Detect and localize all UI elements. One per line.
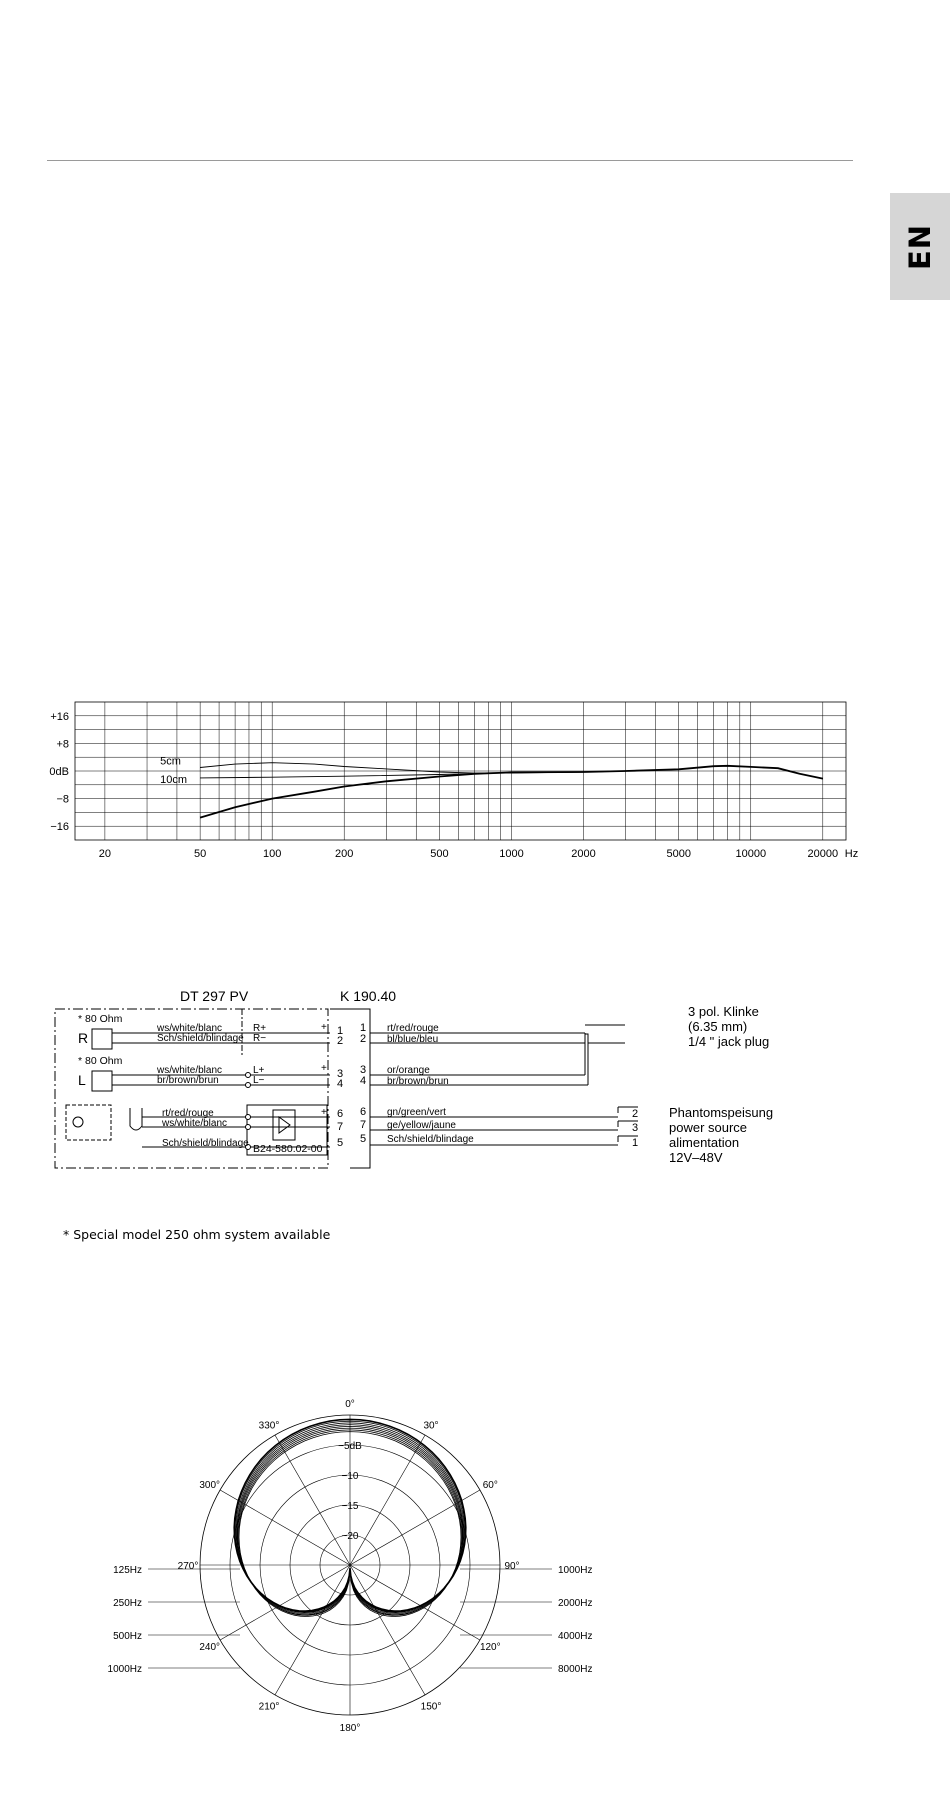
shield-loop [130, 1108, 142, 1130]
wiring-diagram [40, 980, 800, 1180]
phantom-label-line2: power source [669, 1120, 748, 1135]
polar-angle-label: 120° [479, 1642, 501, 1653]
pin-3: 3 [337, 1068, 344, 1080]
polar-freq-label-left: 1000Hz [107, 1664, 142, 1675]
header-rule [47, 160, 853, 161]
pin-1: 1 [337, 1025, 344, 1037]
jack-label-line1: 3 pol. Klinke [688, 1004, 759, 1019]
y-tick-label: 0dB [49, 766, 69, 778]
y-tick-label: −8 [56, 793, 69, 806]
pin-7-right: 7 [360, 1119, 367, 1131]
amplifier-icon [279, 1117, 290, 1133]
ohm-l-label: * 80 Ohm [78, 1055, 123, 1067]
amplifier-part-label: B24-580.02-00 [253, 1143, 323, 1155]
plus-mark-l: + [321, 1063, 327, 1074]
polar-angle-label: 150° [420, 1701, 442, 1713]
polar-angle-label: 30° [423, 1420, 439, 1432]
x-tick-label: 50 [194, 848, 207, 860]
jack-label-line2: (6.35 mm) [688, 1019, 748, 1034]
polar-angle-label: 0° [345, 1399, 355, 1410]
wire-right-green: gn/green/vert [387, 1107, 446, 1118]
pin-7: 7 [337, 1121, 344, 1133]
polar-angle-label: 300° [199, 1480, 221, 1491]
mic-model-label: K 190.40 [340, 988, 397, 1004]
wire-junction [246, 1073, 251, 1078]
amplifier-box [273, 1110, 295, 1140]
polar-freq-label-right: 1000Hz [558, 1565, 593, 1576]
wire-right-yellow: ge/yellow/jaune [387, 1120, 456, 1131]
x-tick-label: 20 [98, 848, 112, 860]
y-tick-label: +8 [56, 738, 69, 751]
polar-freq-label-left: 250Hz [113, 1598, 142, 1609]
phantom-label-line4: 12V–48V [669, 1150, 723, 1165]
wire-right-shield: Sch/shield/blindage [387, 1134, 474, 1145]
pin-6-right: 6 [360, 1106, 367, 1118]
wire-junction [246, 1115, 251, 1120]
polar-ring-label: −5dB [338, 1441, 362, 1452]
wire-label-r-plus: ws/white/blanc [157, 1023, 223, 1034]
wire-right-red: rt/red/rouge [387, 1023, 439, 1034]
wire-label-mic-shield: Sch/shield/blindage [162, 1138, 249, 1149]
polar-freq-label-right: 2000Hz [558, 1598, 593, 1609]
polar-ring-label: −10 [341, 1471, 359, 1482]
polar-ring-label: −20 [341, 1531, 359, 1542]
polar-angle-label: 210° [258, 1701, 280, 1713]
x-tick-label: 500 [430, 848, 449, 860]
pin-4-right: 4 [360, 1075, 367, 1087]
headphone-model-label: DT 297 PV [180, 988, 249, 1004]
x-tick-label: 20000 [807, 848, 839, 860]
pin-1-right: 1 [360, 1022, 367, 1034]
wire-label-r-minus: Sch/shield/blindage [157, 1033, 244, 1044]
polar-angle-label: 60° [482, 1480, 498, 1491]
pin-6: 6 [337, 1108, 344, 1120]
series-lines [160, 756, 823, 818]
polar-freq-label-right: 8000Hz [558, 1664, 593, 1675]
x-tick-label: 10000 [735, 848, 767, 860]
polar-angle-label: 240° [199, 1642, 221, 1653]
wire-right-orange: or/orange [387, 1065, 430, 1076]
xlr-pin-3: 3 [632, 1122, 639, 1134]
wire-right-brown: br/brown/brun [387, 1076, 449, 1087]
polar-ring-label: −15 [341, 1501, 359, 1512]
pin-2: 2 [337, 1035, 344, 1047]
xlr-pin-2: 2 [632, 1108, 639, 1120]
language-tab-label: EN [903, 223, 937, 270]
wire-junction [246, 1125, 251, 1130]
pin-l-plus: L+ [253, 1065, 265, 1076]
jack-plug-icon [585, 1025, 625, 1043]
phantom-label-line3: alimentation [669, 1135, 740, 1150]
x-tick-label: 100 [262, 848, 282, 860]
driver-l [92, 1071, 112, 1091]
polar-freq-label-right: 4000Hz [558, 1631, 593, 1642]
driver-r [92, 1029, 112, 1049]
language-tab[interactable] [890, 193, 950, 300]
polar-angle-label: 270° [177, 1561, 199, 1572]
wire-junction [246, 1083, 251, 1088]
polar-pattern-diagram [90, 1340, 610, 1734]
x-tick-labels [99, 848, 838, 860]
polar-spoke [350, 1565, 425, 1695]
jack-label-line3: 1/4 " jack plug [688, 1034, 770, 1049]
x-tick-label: 200 [335, 848, 354, 860]
x-unit-label: Hz [844, 848, 859, 860]
wire-label-mic-white: ws/white/blanc [162, 1118, 228, 1129]
pin-r-minus: R− [253, 1033, 267, 1044]
pin-r-plus: R+ [253, 1023, 267, 1034]
y-tick-label: +16 [50, 710, 69, 723]
pin-5: 5 [337, 1137, 344, 1149]
pin-3-right: 3 [360, 1064, 367, 1076]
channel-l-label: L [78, 1072, 86, 1088]
polar-angle-label: 180° [339, 1723, 361, 1734]
channel-r-label: R [78, 1030, 89, 1046]
plus-mark-mic: + [321, 1107, 327, 1118]
polar-grid [200, 1415, 500, 1715]
pin-4: 4 [337, 1078, 344, 1090]
wire-label-mic-red: rt/red/rouge [162, 1108, 214, 1119]
plus-mark-r: + [321, 1022, 327, 1033]
pin-5-right: 5 [360, 1133, 367, 1145]
series-label: 5cm [160, 755, 181, 768]
xlr-pin-1: 1 [632, 1137, 639, 1149]
frequency-response-chart [30, 690, 859, 875]
series-label: 10cm [160, 773, 188, 786]
wire-label-l-plus: ws/white/blanc [157, 1065, 223, 1076]
mic-capsule [73, 1117, 83, 1127]
polar-spoke [275, 1565, 350, 1695]
polar-freq-label-left: 125Hz [113, 1565, 142, 1576]
y-tick-label: −16 [50, 821, 69, 834]
x-tick-label: 1000 [499, 848, 524, 860]
polar-angle-label: 90° [504, 1561, 520, 1572]
polar-spoke [350, 1435, 425, 1565]
polar-spoke [220, 1565, 350, 1640]
polar-spoke [350, 1565, 480, 1640]
phantom-label-line1: Phantomspeisung [669, 1105, 774, 1120]
footnote: * Special model 250 ohm system available [63, 1227, 331, 1242]
x-tick-label: 2000 [571, 848, 596, 860]
chart-grid [75, 702, 846, 840]
y-tick-labels [49, 711, 69, 833]
polar-freq-label-left: 500Hz [113, 1631, 142, 1642]
x-tick-label: 5000 [666, 848, 691, 860]
wire-right-blue: bl/blue/bleu [387, 1034, 439, 1045]
ohm-r-label: * 80 Ohm [78, 1013, 123, 1025]
polar-angle-label: 330° [258, 1420, 280, 1432]
pin-2-right: 2 [360, 1033, 367, 1045]
polar-spoke [275, 1435, 350, 1565]
pin-l-minus: L− [253, 1075, 265, 1086]
wire-label-l-minus: br/brown/brun [157, 1075, 219, 1086]
